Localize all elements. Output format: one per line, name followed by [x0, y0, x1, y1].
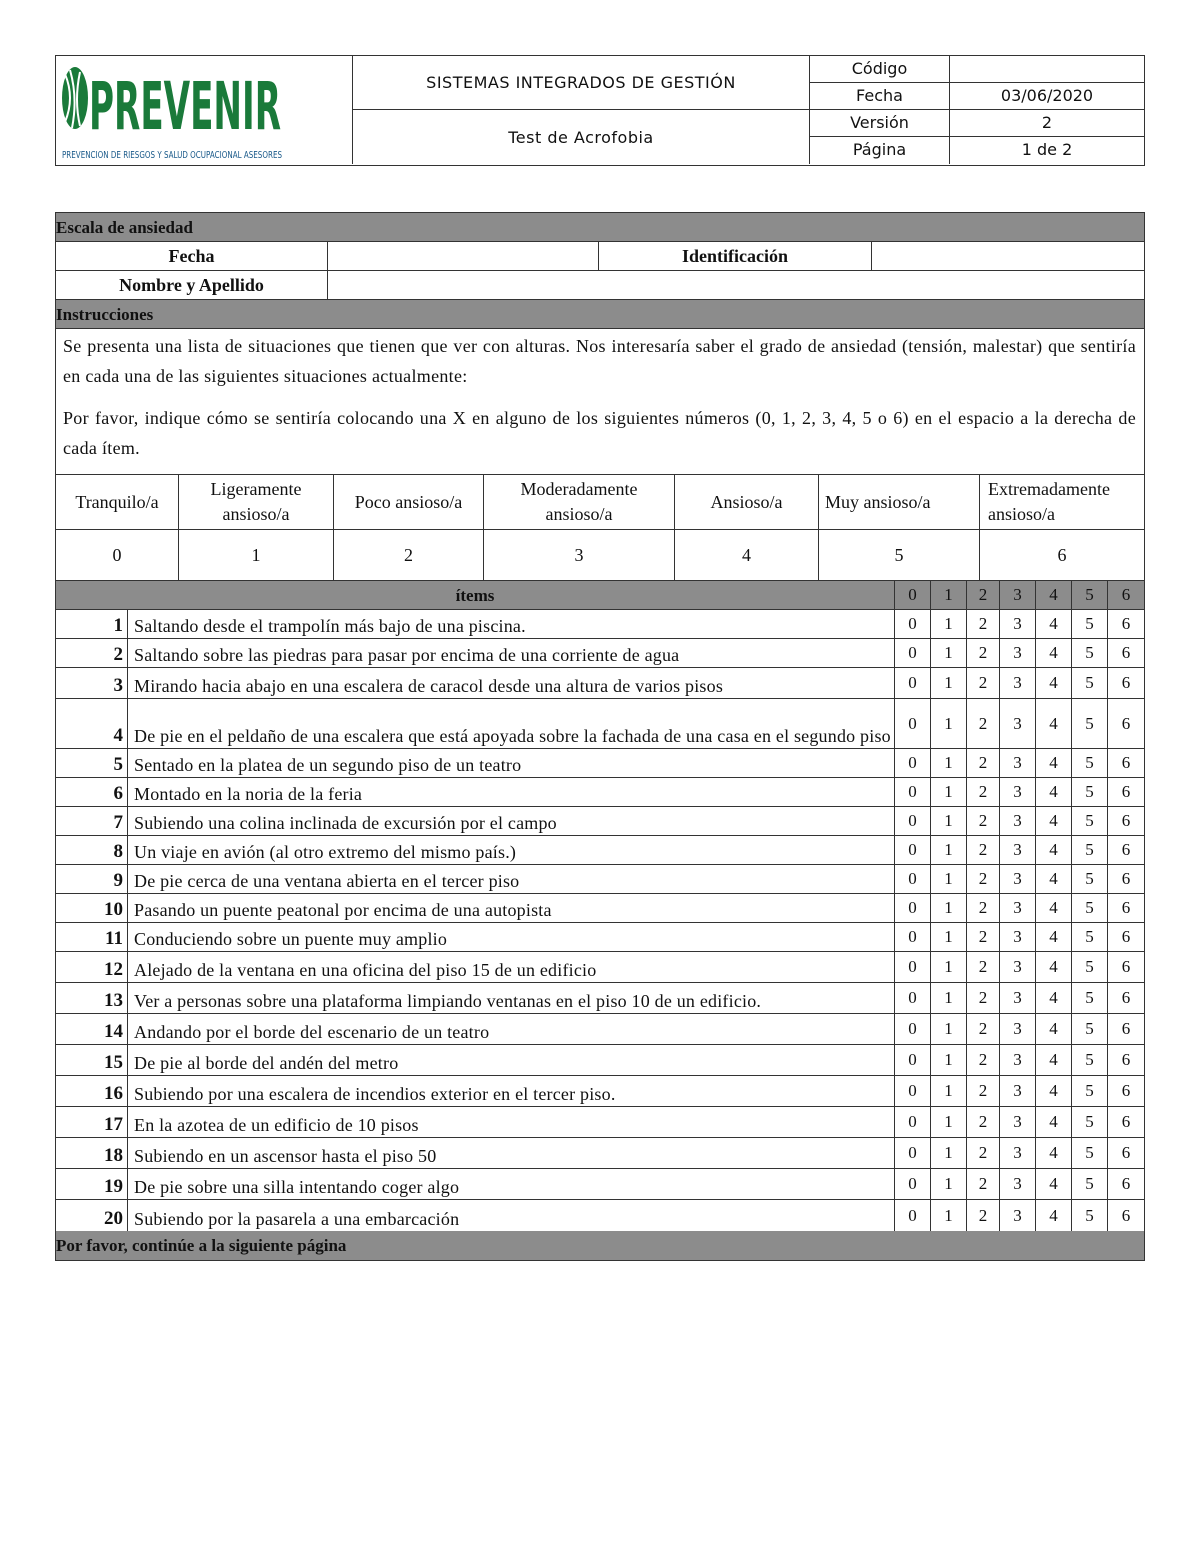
option-header: 0 — [895, 581, 931, 609]
item-option-5[interactable]: 5 — [1072, 778, 1108, 806]
item-option-0[interactable]: 0 — [895, 1014, 931, 1044]
meta-value: 2 — [1041, 113, 1053, 132]
item-row — [56, 749, 1144, 778]
scale-values-row — [56, 530, 1144, 581]
item-option-6[interactable]: 6 — [1121, 957, 1131, 976]
item-option-5[interactable]: 5 — [1072, 1014, 1108, 1044]
item-option-6[interactable]: 6 — [1121, 1143, 1131, 1162]
scale-value: 5 — [819, 530, 980, 580]
item-row — [56, 778, 1144, 807]
scale-label: Ligeramente ansioso/a — [179, 475, 334, 529]
item-option-6[interactable]: 6 — [1121, 713, 1131, 733]
item-option-2[interactable]: 2 — [967, 699, 1000, 748]
item-row — [56, 1138, 1144, 1169]
item-option-5[interactable]: 5 — [1072, 952, 1108, 982]
item-option-3[interactable]: 3 — [1000, 836, 1036, 864]
option-header: 1 — [931, 581, 967, 609]
item-option-5[interactable]: 5 — [1072, 668, 1108, 698]
item-option-5[interactable]: 5 — [1072, 1107, 1108, 1137]
item-option-3[interactable]: 3 — [1000, 1200, 1036, 1231]
item-option-6[interactable]: 6 — [1121, 643, 1131, 662]
item-option-2[interactable]: 2 — [967, 1076, 1000, 1106]
item-option-2[interactable]: 2 — [967, 778, 1000, 806]
scale-label: Poco ansioso/a — [334, 475, 484, 529]
item-option-2[interactable]: 2 — [967, 1014, 1000, 1044]
item-option-5[interactable]: 5 — [1072, 923, 1108, 951]
item-option-5[interactable]: 5 — [1072, 1045, 1108, 1075]
scale-label: Moderadamente ansioso/a — [484, 475, 675, 529]
item-option-0[interactable]: 0 — [895, 1200, 931, 1231]
item-row — [56, 923, 1144, 952]
item-number: 19 — [56, 1169, 128, 1199]
item-option-1[interactable]: 1 — [931, 749, 967, 777]
item-number: 6 — [56, 778, 128, 806]
item-text: Sentado en la platea de un segundo piso de un teatro — [128, 749, 895, 777]
item-option-6[interactable]: 6 — [1121, 988, 1131, 1007]
item-text: En la azotea de un edificio de 10 pisos — [128, 1107, 895, 1137]
item-option-0[interactable]: 0 — [895, 610, 931, 638]
item-row — [56, 865, 1144, 894]
item-option-1[interactable]: 1 — [931, 639, 967, 667]
item-option-4[interactable]: 4 — [1036, 749, 1072, 777]
item-option-5[interactable]: 5 — [1072, 639, 1108, 667]
item-option-1[interactable]: 1 — [931, 836, 967, 864]
item-option-1[interactable]: 1 — [931, 699, 967, 748]
item-option-3[interactable]: 3 — [1000, 1169, 1036, 1199]
item-number: 1 — [56, 610, 128, 638]
item-option-5[interactable]: 5 — [1072, 836, 1108, 864]
item-option-0[interactable]: 0 — [895, 1045, 931, 1075]
meta-value — [950, 56, 1144, 82]
item-option-1[interactable]: 1 — [931, 1076, 967, 1106]
item-row — [56, 807, 1144, 836]
item-option-4[interactable]: 4 — [1036, 610, 1072, 638]
item-option-1[interactable]: 1 — [931, 1014, 967, 1044]
items-list — [56, 610, 1144, 1231]
item-option-5[interactable]: 5 — [1072, 1200, 1108, 1231]
scale-value: 0 — [56, 530, 179, 580]
item-row — [56, 1107, 1144, 1138]
item-option-4[interactable]: 4 — [1036, 1169, 1072, 1199]
item-option-4[interactable]: 4 — [1036, 1138, 1072, 1168]
item-option-2[interactable]: 2 — [967, 1107, 1000, 1137]
item-row — [56, 610, 1144, 639]
item-option-2[interactable]: 2 — [967, 1200, 1000, 1231]
item-option-4[interactable]: 4 — [1036, 1200, 1072, 1231]
item-option-1[interactable]: 1 — [931, 1200, 967, 1231]
item-option-3[interactable]: 3 — [1000, 1107, 1036, 1137]
item-option-6[interactable]: 6 — [1121, 1205, 1131, 1225]
svg-text:PREVENCION DE RIESGOS Y SALUD: PREVENCION DE RIESGOS Y SALUD OCUPACIONAL ASESORES — [62, 150, 282, 161]
option-header: 3 — [1000, 581, 1036, 609]
scale-label: Muy ansioso/a — [819, 475, 980, 529]
item-option-0[interactable]: 0 — [895, 749, 931, 777]
item-option-1[interactable]: 1 — [931, 610, 967, 638]
system-title: SISTEMAS INTEGRADOS DE GESTIÓN — [353, 56, 810, 110]
item-option-4[interactable]: 4 — [1036, 639, 1072, 667]
item-number: 15 — [56, 1045, 128, 1075]
item-number: 5 — [56, 749, 128, 777]
item-option-6[interactable]: 6 — [1121, 753, 1131, 772]
items-header-row — [56, 581, 1144, 610]
item-option-0[interactable]: 0 — [895, 836, 931, 864]
scale-value: 2 — [334, 530, 484, 580]
item-option-6[interactable]: 6 — [1121, 1112, 1131, 1131]
item-option-0[interactable]: 0 — [895, 699, 931, 748]
item-number: 18 — [56, 1138, 128, 1168]
option-header: 5 — [1072, 581, 1108, 609]
item-text: Subiendo en un ascensor hasta el piso 50 — [128, 1138, 895, 1168]
item-number: 8 — [56, 836, 128, 864]
item-option-4[interactable]: 4 — [1036, 923, 1072, 951]
item-option-4[interactable]: 4 — [1036, 865, 1072, 893]
item-row — [56, 1045, 1144, 1076]
item-option-2[interactable]: 2 — [967, 865, 1000, 893]
item-row — [56, 894, 1144, 923]
item-option-6[interactable]: 6 — [1121, 869, 1131, 888]
item-option-0[interactable]: 0 — [895, 1107, 931, 1137]
instructions-paragraph: Por favor, indique cómo se sentiría colocando una X en alguno de los siguientes números (0, 1, 2, 3, 4, 5 o 6) en el espacio a la derecha de cada ítem. — [63, 408, 1136, 458]
item-text: Ver a personas sobre una plataforma limpiando ventanas en el piso 10 de un edificio. — [128, 983, 895, 1013]
item-option-3[interactable]: 3 — [1000, 610, 1036, 638]
item-option-5[interactable]: 5 — [1072, 749, 1108, 777]
item-option-2[interactable]: 2 — [967, 1138, 1000, 1168]
item-text: De pie sobre una silla intentando coger algo — [128, 1169, 895, 1199]
item-option-0[interactable]: 0 — [895, 923, 931, 951]
item-text: De pie cerca de una ventana abierta en el tercer piso — [128, 865, 895, 893]
item-number: 10 — [56, 894, 128, 922]
item-option-2[interactable]: 2 — [967, 836, 1000, 864]
identificacion-label: Identificación — [599, 242, 872, 270]
items-title: ítems — [56, 581, 895, 609]
item-text: Un viaje en avión (al otro extremo del mismo país.) — [128, 836, 895, 864]
item-option-4[interactable]: 4 — [1036, 1076, 1072, 1106]
item-option-2[interactable]: 2 — [967, 807, 1000, 835]
item-row — [56, 1076, 1144, 1107]
meta-row-codigo — [810, 56, 1144, 83]
item-option-1[interactable]: 1 — [931, 1169, 967, 1199]
item-option-3[interactable]: 3 — [1000, 923, 1036, 951]
meta-row-fecha — [810, 83, 1144, 110]
item-option-0[interactable]: 0 — [895, 1076, 931, 1106]
nombre-field[interactable] — [328, 271, 1144, 299]
item-option-4[interactable]: 4 — [1036, 983, 1072, 1013]
nombre-row — [56, 271, 1144, 300]
item-option-3[interactable]: 3 — [1000, 749, 1036, 777]
svg-text:PREVENIR: PREVENIR — [89, 68, 281, 145]
item-option-4[interactable]: 4 — [1036, 778, 1072, 806]
item-row — [56, 836, 1144, 865]
item-number: 2 — [56, 639, 128, 667]
item-option-0[interactable]: 0 — [895, 639, 931, 667]
item-option-5[interactable]: 5 — [1072, 1138, 1108, 1168]
meta-key: Versión — [810, 110, 950, 136]
item-text: Subiendo por una escalera de incendios exterior en el tercer piso. — [128, 1076, 895, 1106]
item-option-5[interactable]: 5 — [1072, 807, 1108, 835]
item-option-3[interactable]: 3 — [1000, 807, 1036, 835]
item-option-6[interactable]: 6 — [1121, 898, 1131, 917]
item-option-4[interactable]: 4 — [1036, 807, 1072, 835]
item-option-4[interactable]: 4 — [1036, 1045, 1072, 1075]
item-option-3[interactable]: 3 — [1000, 1076, 1036, 1106]
item-text: Saltando desde el trampolín más bajo de una piscina. — [128, 610, 895, 638]
item-row — [56, 639, 1144, 668]
item-option-5[interactable]: 5 — [1072, 699, 1108, 748]
scale-labels-row — [56, 475, 1144, 530]
item-option-3[interactable]: 3 — [1000, 1138, 1036, 1168]
fecha-identificacion-row — [56, 242, 1144, 271]
item-option-5[interactable]: 5 — [1072, 983, 1108, 1013]
item-text: Montado en la noria de la feria — [128, 778, 895, 806]
item-text: Subiendo por la pasarela a una embarcación — [128, 1200, 895, 1231]
item-option-2[interactable]: 2 — [967, 749, 1000, 777]
item-option-2[interactable]: 2 — [967, 894, 1000, 922]
option-header: 4 — [1036, 581, 1072, 609]
item-number: 13 — [56, 983, 128, 1013]
option-header: 2 — [967, 581, 1000, 609]
item-text: De pie en el peldaño de una escalera que está apoyada sobre la fachada de una casa en el segundo piso — [128, 699, 895, 748]
item-row — [56, 699, 1144, 749]
item-option-6[interactable]: 6 — [1121, 840, 1131, 859]
item-option-1[interactable]: 1 — [931, 923, 967, 951]
item-option-6[interactable]: 6 — [1121, 782, 1131, 801]
instructions-paragraph: Se presenta una lista de situaciones que tienen que ver con alturas. Nos interesaría saber el grado de ansiedad (tensión, malestar) que sentiría en cada una de las siguientes situaciones actualmente: — [63, 336, 1136, 386]
item-row — [56, 668, 1144, 699]
item-text: Alejado de la ventana en una oficina del piso 15 de un edificio — [128, 952, 895, 982]
item-option-5[interactable]: 5 — [1072, 610, 1108, 638]
item-row — [56, 1169, 1144, 1200]
meta-value: 1 de 2 — [1021, 140, 1073, 159]
item-option-1[interactable]: 1 — [931, 983, 967, 1013]
item-option-0[interactable]: 0 — [895, 668, 931, 698]
item-option-3[interactable]: 3 — [1000, 1014, 1036, 1044]
item-option-4[interactable]: 4 — [1036, 952, 1072, 982]
item-option-1[interactable]: 1 — [931, 865, 967, 893]
fecha-field[interactable] — [328, 242, 599, 270]
item-option-2[interactable]: 2 — [967, 923, 1000, 951]
item-text: Mirando hacia abajo en una escalera de caracol desde una altura de varios pisos — [128, 668, 895, 698]
form-title: Escala de ansiedad — [56, 213, 1144, 242]
item-option-3[interactable]: 3 — [1000, 639, 1036, 667]
item-option-2[interactable]: 2 — [967, 610, 1000, 638]
item-option-6[interactable]: 6 — [1121, 1019, 1131, 1038]
scale-value: 4 — [675, 530, 819, 580]
prevenir-logo-icon — [56, 56, 351, 164]
item-option-0[interactable]: 0 — [895, 1138, 931, 1168]
item-number: 12 — [56, 952, 128, 982]
item-number: 3 — [56, 668, 128, 698]
fecha-label: Fecha — [56, 242, 328, 270]
item-option-0[interactable]: 0 — [895, 865, 931, 893]
item-text: Conduciendo sobre un puente muy amplio — [128, 923, 895, 951]
meta-key: Fecha — [810, 83, 950, 109]
item-option-2[interactable]: 2 — [967, 668, 1000, 698]
instructions-text — [56, 329, 1144, 475]
item-option-2[interactable]: 2 — [967, 952, 1000, 982]
item-option-0[interactable]: 0 — [895, 778, 931, 806]
item-row — [56, 1014, 1144, 1045]
item-option-5[interactable]: 5 — [1072, 865, 1108, 893]
item-option-0[interactable]: 0 — [895, 807, 931, 835]
item-option-0[interactable]: 0 — [895, 983, 931, 1013]
item-option-3[interactable]: 3 — [1000, 983, 1036, 1013]
item-option-3[interactable]: 3 — [1000, 699, 1036, 748]
item-option-4[interactable]: 4 — [1036, 699, 1072, 748]
scale-value: 1 — [179, 530, 334, 580]
identificacion-field[interactable] — [872, 242, 1144, 270]
item-option-5[interactable]: 5 — [1072, 1076, 1108, 1106]
item-option-4[interactable]: 4 — [1036, 894, 1072, 922]
item-option-6[interactable]: 6 — [1121, 673, 1131, 692]
meta-row-version — [810, 110, 1144, 137]
scale-value: 3 — [484, 530, 675, 580]
scale-value: 6 — [1057, 544, 1067, 565]
item-option-1[interactable]: 1 — [931, 807, 967, 835]
instructions-title: Instrucciones — [56, 300, 1144, 329]
item-option-3[interactable]: 3 — [1000, 778, 1036, 806]
item-option-5[interactable]: 5 — [1072, 1169, 1108, 1199]
meta-key: Código — [810, 56, 950, 82]
item-number: 20 — [56, 1200, 128, 1231]
continue-footer: Por favor, continúe a la siguiente página — [56, 1231, 1144, 1260]
item-option-4[interactable]: 4 — [1036, 1107, 1072, 1137]
item-option-1[interactable]: 1 — [931, 668, 967, 698]
item-option-3[interactable]: 3 — [1000, 952, 1036, 982]
item-option-3[interactable]: 3 — [1000, 865, 1036, 893]
item-option-1[interactable]: 1 — [931, 952, 967, 982]
item-text: Andando por el borde del escenario de un teatro — [128, 1014, 895, 1044]
item-option-1[interactable]: 1 — [931, 1138, 967, 1168]
item-number: 14 — [56, 1014, 128, 1044]
item-text: Saltando sobre las piedras para pasar por encima de una corriente de agua — [128, 639, 895, 667]
item-option-6[interactable]: 6 — [1121, 1174, 1131, 1193]
item-option-1[interactable]: 1 — [931, 894, 967, 922]
meta-row-pagina — [810, 137, 1144, 164]
item-option-3[interactable]: 3 — [1000, 1045, 1036, 1075]
item-option-6[interactable]: 6 — [1121, 614, 1131, 633]
item-option-3[interactable]: 3 — [1000, 668, 1036, 698]
document-title: Test de Acrofobia — [353, 110, 810, 164]
document-header — [55, 55, 1145, 166]
item-option-0[interactable]: 0 — [895, 894, 931, 922]
item-option-6[interactable]: 6 — [1121, 1050, 1131, 1069]
item-option-1[interactable]: 1 — [931, 1107, 967, 1137]
item-number: 16 — [56, 1076, 128, 1106]
item-option-5[interactable]: 5 — [1072, 894, 1108, 922]
option-header: 6 — [1121, 585, 1131, 604]
item-number: 4 — [56, 699, 128, 748]
item-option-3[interactable]: 3 — [1000, 894, 1036, 922]
item-option-2[interactable]: 2 — [967, 1045, 1000, 1075]
nombre-label: Nombre y Apellido — [56, 271, 328, 299]
item-row — [56, 1200, 1144, 1231]
item-option-1[interactable]: 1 — [931, 1045, 967, 1075]
item-option-6[interactable]: 6 — [1121, 811, 1131, 830]
item-option-1[interactable]: 1 — [931, 778, 967, 806]
item-number: 7 — [56, 807, 128, 835]
scale-label: Tranquilo/a — [56, 475, 179, 529]
item-option-2[interactable]: 2 — [967, 983, 1000, 1013]
item-row — [56, 983, 1144, 1014]
anxiety-scale-form — [55, 212, 1145, 1261]
item-option-4[interactable]: 4 — [1036, 668, 1072, 698]
item-text: De pie al borde del andén del metro — [128, 1045, 895, 1075]
item-number: 11 — [56, 923, 128, 951]
meta-key: Página — [810, 137, 950, 164]
item-text: Subiendo una colina inclinada de excursión por el campo — [128, 807, 895, 835]
meta-value: 03/06/2020 — [1000, 86, 1094, 105]
item-option-4[interactable]: 4 — [1036, 1014, 1072, 1044]
scale-label: Ansioso/a — [675, 475, 819, 529]
item-option-0[interactable]: 0 — [895, 1169, 931, 1199]
item-number: 9 — [56, 865, 128, 893]
scale-label: Extremadamente ansioso/a — [988, 479, 1110, 524]
item-option-4[interactable]: 4 — [1036, 836, 1072, 864]
item-text: Pasando un puente peatonal por encima de una autopista — [128, 894, 895, 922]
item-option-2[interactable]: 2 — [967, 1169, 1000, 1199]
item-option-0[interactable]: 0 — [895, 952, 931, 982]
item-row — [56, 952, 1144, 983]
item-option-6[interactable]: 6 — [1121, 1081, 1131, 1100]
logo — [56, 56, 353, 164]
item-option-6[interactable]: 6 — [1121, 927, 1131, 946]
item-number: 17 — [56, 1107, 128, 1137]
item-option-2[interactable]: 2 — [967, 639, 1000, 667]
